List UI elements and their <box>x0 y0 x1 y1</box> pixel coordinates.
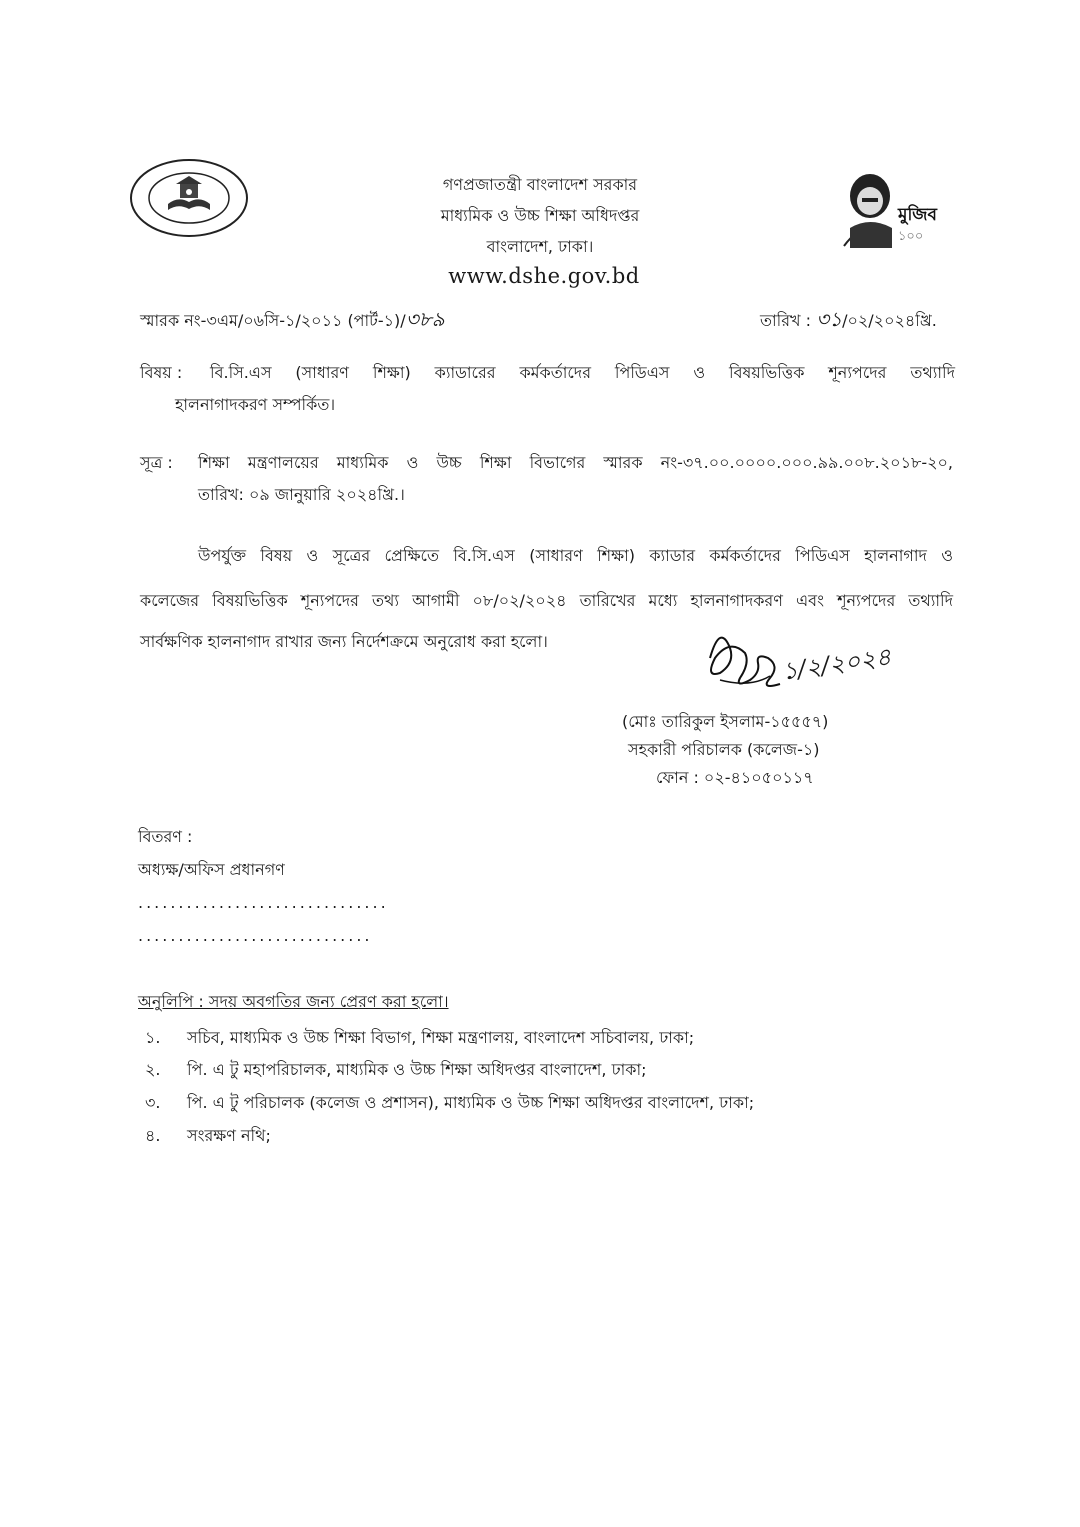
reference-line-2: তারিখ: ০৯ জানুয়ারি ২০২৪খ্রি.। <box>198 485 405 504</box>
memo-reference <box>140 308 445 332</box>
portrait-icon <box>840 168 952 250</box>
website-link[interactable]: www.dshe.gov.bd <box>448 264 640 288</box>
govt-line: গণপ্রজাতন্ত্রী বাংলাদেশ সরকার <box>442 175 638 194</box>
directorate-line: মাধ্যমিক ও উচ্চ শিক্ষা অধিদপ্তর <box>440 206 640 225</box>
reference-line-1: শিক্ষা মন্ত্রণালয়ের মাধ্যমিক ও উচ্চ শিক্ষা বিভাগের স্মারক নং-৩৭.০০.০০০০.০০০.৯৯.০০৮.২০১৮-২০, <box>198 453 953 472</box>
date-label: তারিখ : <box>760 311 812 330</box>
copy-item-text: পি. এ টু পরিচালক (কলেজ ও প্রশাসন), মাধ্যমিক ও উচ্চ শিক্ষা অধিদপ্তর বাংলাদেশ, ঢাকা; <box>187 1093 755 1112</box>
mujib-100-logo <box>840 168 952 250</box>
signatory-title: সহকারী পরিচালক (কলেজ-১) <box>628 740 820 759</box>
reference-label: সূত্র : <box>140 453 173 472</box>
memo-date <box>760 308 937 332</box>
signatory-name: (মোঃ তারিকুল ইসলাম-১৫৫৫৭) <box>622 712 829 731</box>
subject-line-1: বি.সি.এস (সাধারণ শিক্ষা) ক্যাডারের কর্মকর্তাদের পিডিএস ও বিষয়ভিত্তিক শূন্যপদের তথ্যাদি <box>210 363 955 382</box>
copy-item-number: ১. <box>145 1028 161 1047</box>
subject-line-2: হালনাগাদকরণ সম্পর্কিত। <box>175 395 336 414</box>
copy-item-number: ২. <box>145 1060 161 1079</box>
distribution-blank-1: ............................... <box>138 893 389 912</box>
copy-item-number: ৪. <box>145 1126 161 1145</box>
memo-ref-handwritten: ৩৮৯ <box>405 307 445 331</box>
distribution-blank-2: ............................. <box>138 926 373 945</box>
dshe-logo <box>128 158 250 238</box>
copy-item-number: ৩. <box>145 1093 161 1112</box>
signature <box>690 618 893 708</box>
dshe-emblem-icon <box>128 158 250 238</box>
copy-item-3 <box>145 1090 754 1117</box>
copy-item-1 <box>145 1025 694 1052</box>
signature-date: ১/২/২০২৪ <box>780 642 893 686</box>
body-line-3: সার্বক্ষণিক হালনাগাদ রাখার জন্য নির্দেশক্রমে অনুরোধ করা হলো। <box>140 632 548 651</box>
copies-heading: অনুলিপি : সদয় অবগতির জন্য প্রেরণ করা হলো। <box>138 992 449 1011</box>
svg-text:১০০: ১০০ <box>898 229 924 244</box>
copy-item-4 <box>145 1123 271 1150</box>
location-line: বাংলাদেশ, ঢাকা। <box>486 237 594 256</box>
signatory-phone: ফোন : ০২-৪১০৫০১১৭ <box>656 768 814 787</box>
body-line-2: কলেজের বিষয়ভিত্তিক শূন্যপদের তথ্য আগামী ০৮/০২/২০২৪ তারিখের মধ্যে হালনাগাদকরণ এবং শূন্যপদের তথ্যাদি <box>140 591 953 610</box>
memo-ref-label: স্মারক নং-৩এম/০৬সি-১/২০১১ (পার্ট-১)/ <box>140 311 406 330</box>
svg-text:মুজিব: মুজিব <box>898 205 937 225</box>
body-line-1: উপর্যুক্ত বিষয় ও সূত্রের প্রেক্ষিতে বি.সি.এস (সাধারণ শিক্ষা) ক্যাডার কর্মকর্তাদের পিডিএস হালনাগাদ ও <box>198 546 953 565</box>
subject-label: বিষয় : <box>140 363 183 382</box>
copy-item-2 <box>145 1057 646 1084</box>
copy-item-text: পি. এ টু মহাপরিচালক, মাধ্যমিক ও উচ্চ শিক্ষা অধিদপ্তর বাংলাদেশ, ঢাকা; <box>187 1060 647 1079</box>
copy-item-text: সংরক্ষণ নথি; <box>187 1126 271 1145</box>
date-rest: /০২/২০২৪খ্রি. <box>842 311 937 330</box>
distribution-recipient: অধ্যক্ষ/অফিস প্রধানগণ <box>138 860 285 879</box>
copy-item-text: সচিব, মাধ্যমিক ও উচ্চ শিক্ষা বিভাগ, শিক্ষা মন্ত্রণালয়, বাংলাদেশ সচিবালয়, ঢাকা; <box>187 1028 695 1047</box>
distribution-label: বিতরণ : <box>138 827 193 846</box>
date-day-handwritten: ৩১ <box>816 307 843 331</box>
